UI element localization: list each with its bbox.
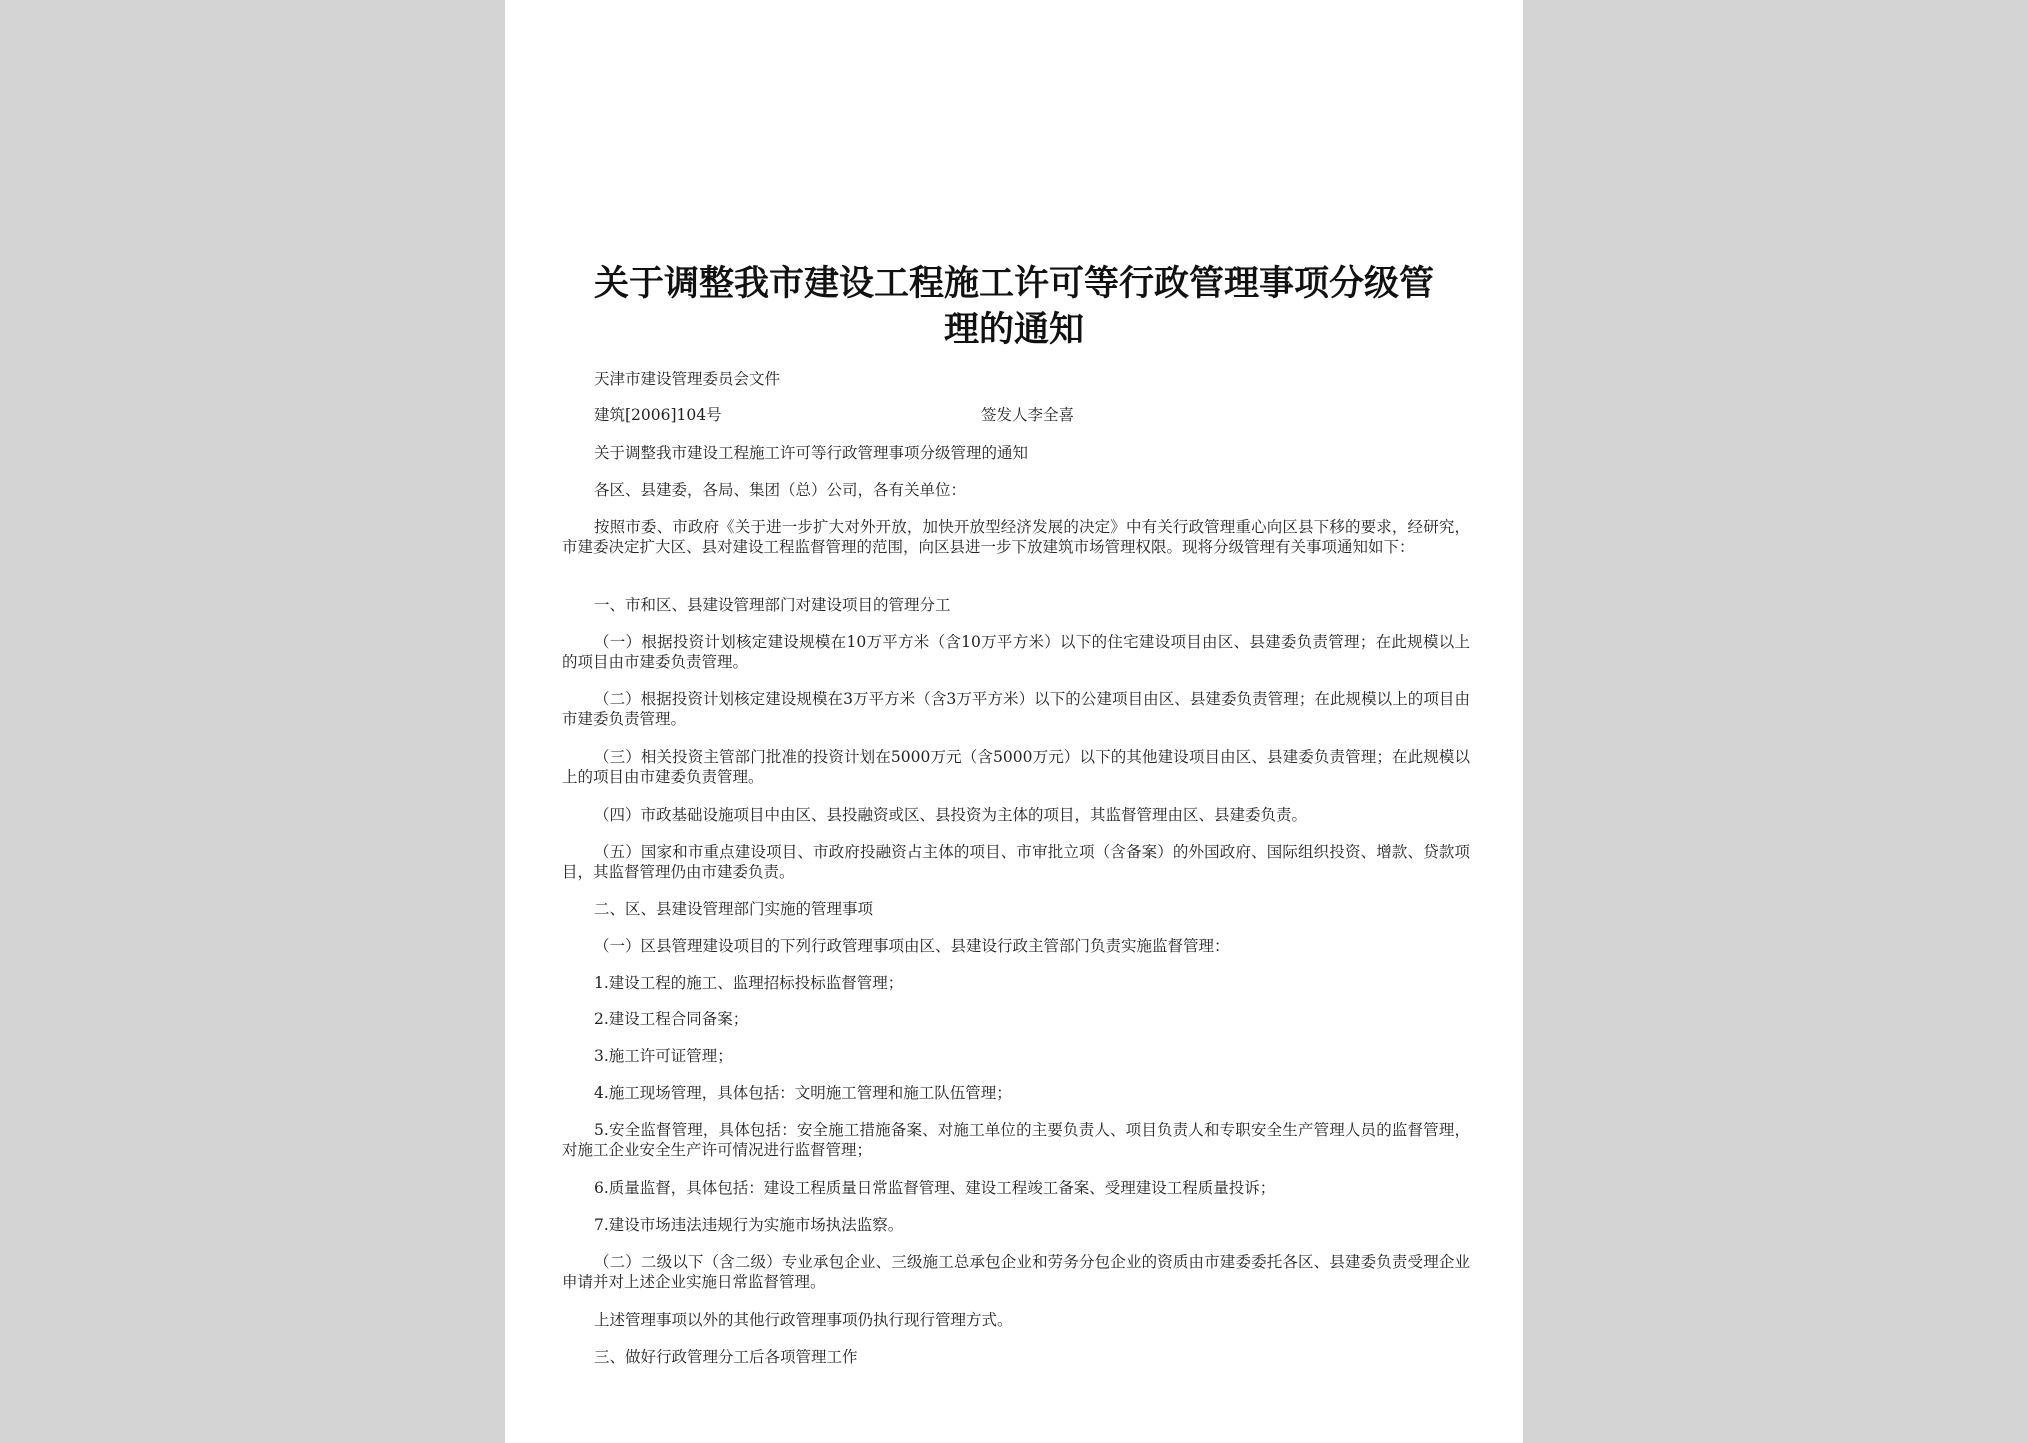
list-item: 5.安全监督管理，具体包括：安全施工措施备案、对施工单位的主要负责人、项目负责人和专职安全生产管理人员的监督管理，对施工企业安全生产许可情况进行监督管理； [562, 1121, 1470, 1159]
section-heading: 三、做好行政管理分工后各项管理工作 [594, 1348, 858, 1366]
doc-number-row [594, 405, 1502, 425]
issuer-line: 天津市建设管理委员会文件 [594, 370, 781, 388]
signer: 签发人李全喜 [981, 406, 1075, 424]
list-item: 3.施工许可证管理； [594, 1047, 733, 1065]
paragraph: （四）市政基础设施项目中由区、县投融资或区、县投资为主体的项目，其监督管理由区、县建委负责。 [594, 806, 1308, 824]
list-item: 6.质量监督，具体包括：建设工程质量日常监督管理、建设工程竣工备案、受理建设工程质量投诉； [594, 1179, 1276, 1197]
paragraph: （五）国家和市重点建设项目、市政府投融资占主体的项目、市审批立项（含备案）的外国政府、国际组织投资、增款、贷款项目，其监督管理仍由市建委负责。 [562, 843, 1470, 881]
list-item: 4.施工现场管理，具体包括：文明施工管理和施工队伍管理； [594, 1084, 1012, 1102]
notice-subtitle: 关于调整我市建设工程施工许可等行政管理事项分级管理的通知 [594, 444, 1029, 462]
paragraph: （二）根据投资计划核定建设规模在3万平方米（含3万平方米）以下的公建项目由区、县建委负责管理；在此规模以上的项目由市建委负责管理。 [562, 690, 1470, 728]
paragraph: （一）根据投资计划核定建设规模在10万平方米（含10万平方米）以下的住宅建设项目由区、县建委负责管理；在此规模以上的项目由市建委负责管理。 [562, 633, 1470, 671]
document-title-line1: 关于调整我市建设工程施工许可等行政管理事项分级管 [593, 264, 1434, 304]
document-page [505, 0, 1523, 1443]
paragraph: （三）相关投资主管部门批准的投资计划在5000万元（含5000万元）以下的其他建设项目由区、县建委负责管理；在此规模以上的项目由市建委负责管理。 [562, 748, 1470, 786]
section-heading: 一、市和区、县建设管理部门对建设项目的管理分工 [594, 596, 951, 614]
list-item: 2.建设工程合同备案； [594, 1010, 749, 1028]
paragraph: （一）区县管理建设项目的下列行政管理事项由区、县建设行政主管部门负责实施监督管理： [594, 937, 1230, 955]
doc-number: 建筑[2006]104号 [594, 406, 722, 424]
paragraph: 按照市委、市政府《关于进一步扩大对外开放，加快开放型经济发展的决定》中有关行政管理重心向区县下移的要求，经研究，市建委决定扩大区、县对建设工程监督管理的范围，向区县进一步下放建筑市场管理权限。现将分级管理有关事项通知如下： [562, 518, 1470, 556]
list-item: 1.建设工程的施工、监理招标投标监督管理； [594, 974, 904, 992]
salutation: 各区、县建委，各局、集团（总）公司，各有关单位： [594, 481, 967, 499]
list-item: 7.建设市场违法违规行为实施市场执法监察。 [594, 1216, 904, 1234]
section-heading: 二、区、县建设管理部门实施的管理事项 [594, 900, 874, 918]
paragraph: 上述管理事项以外的其他行政管理事项仍执行现行管理方式。 [594, 1311, 1013, 1329]
document-title-line2: 理的通知 [943, 310, 1084, 350]
paragraph: （二）二级以下（含二级）专业承包企业、三级施工总承包企业和劳务分包企业的资质由市建委委托各区、县建委负责受理企业申请并对上述企业实施日常监督管理。 [562, 1253, 1470, 1291]
